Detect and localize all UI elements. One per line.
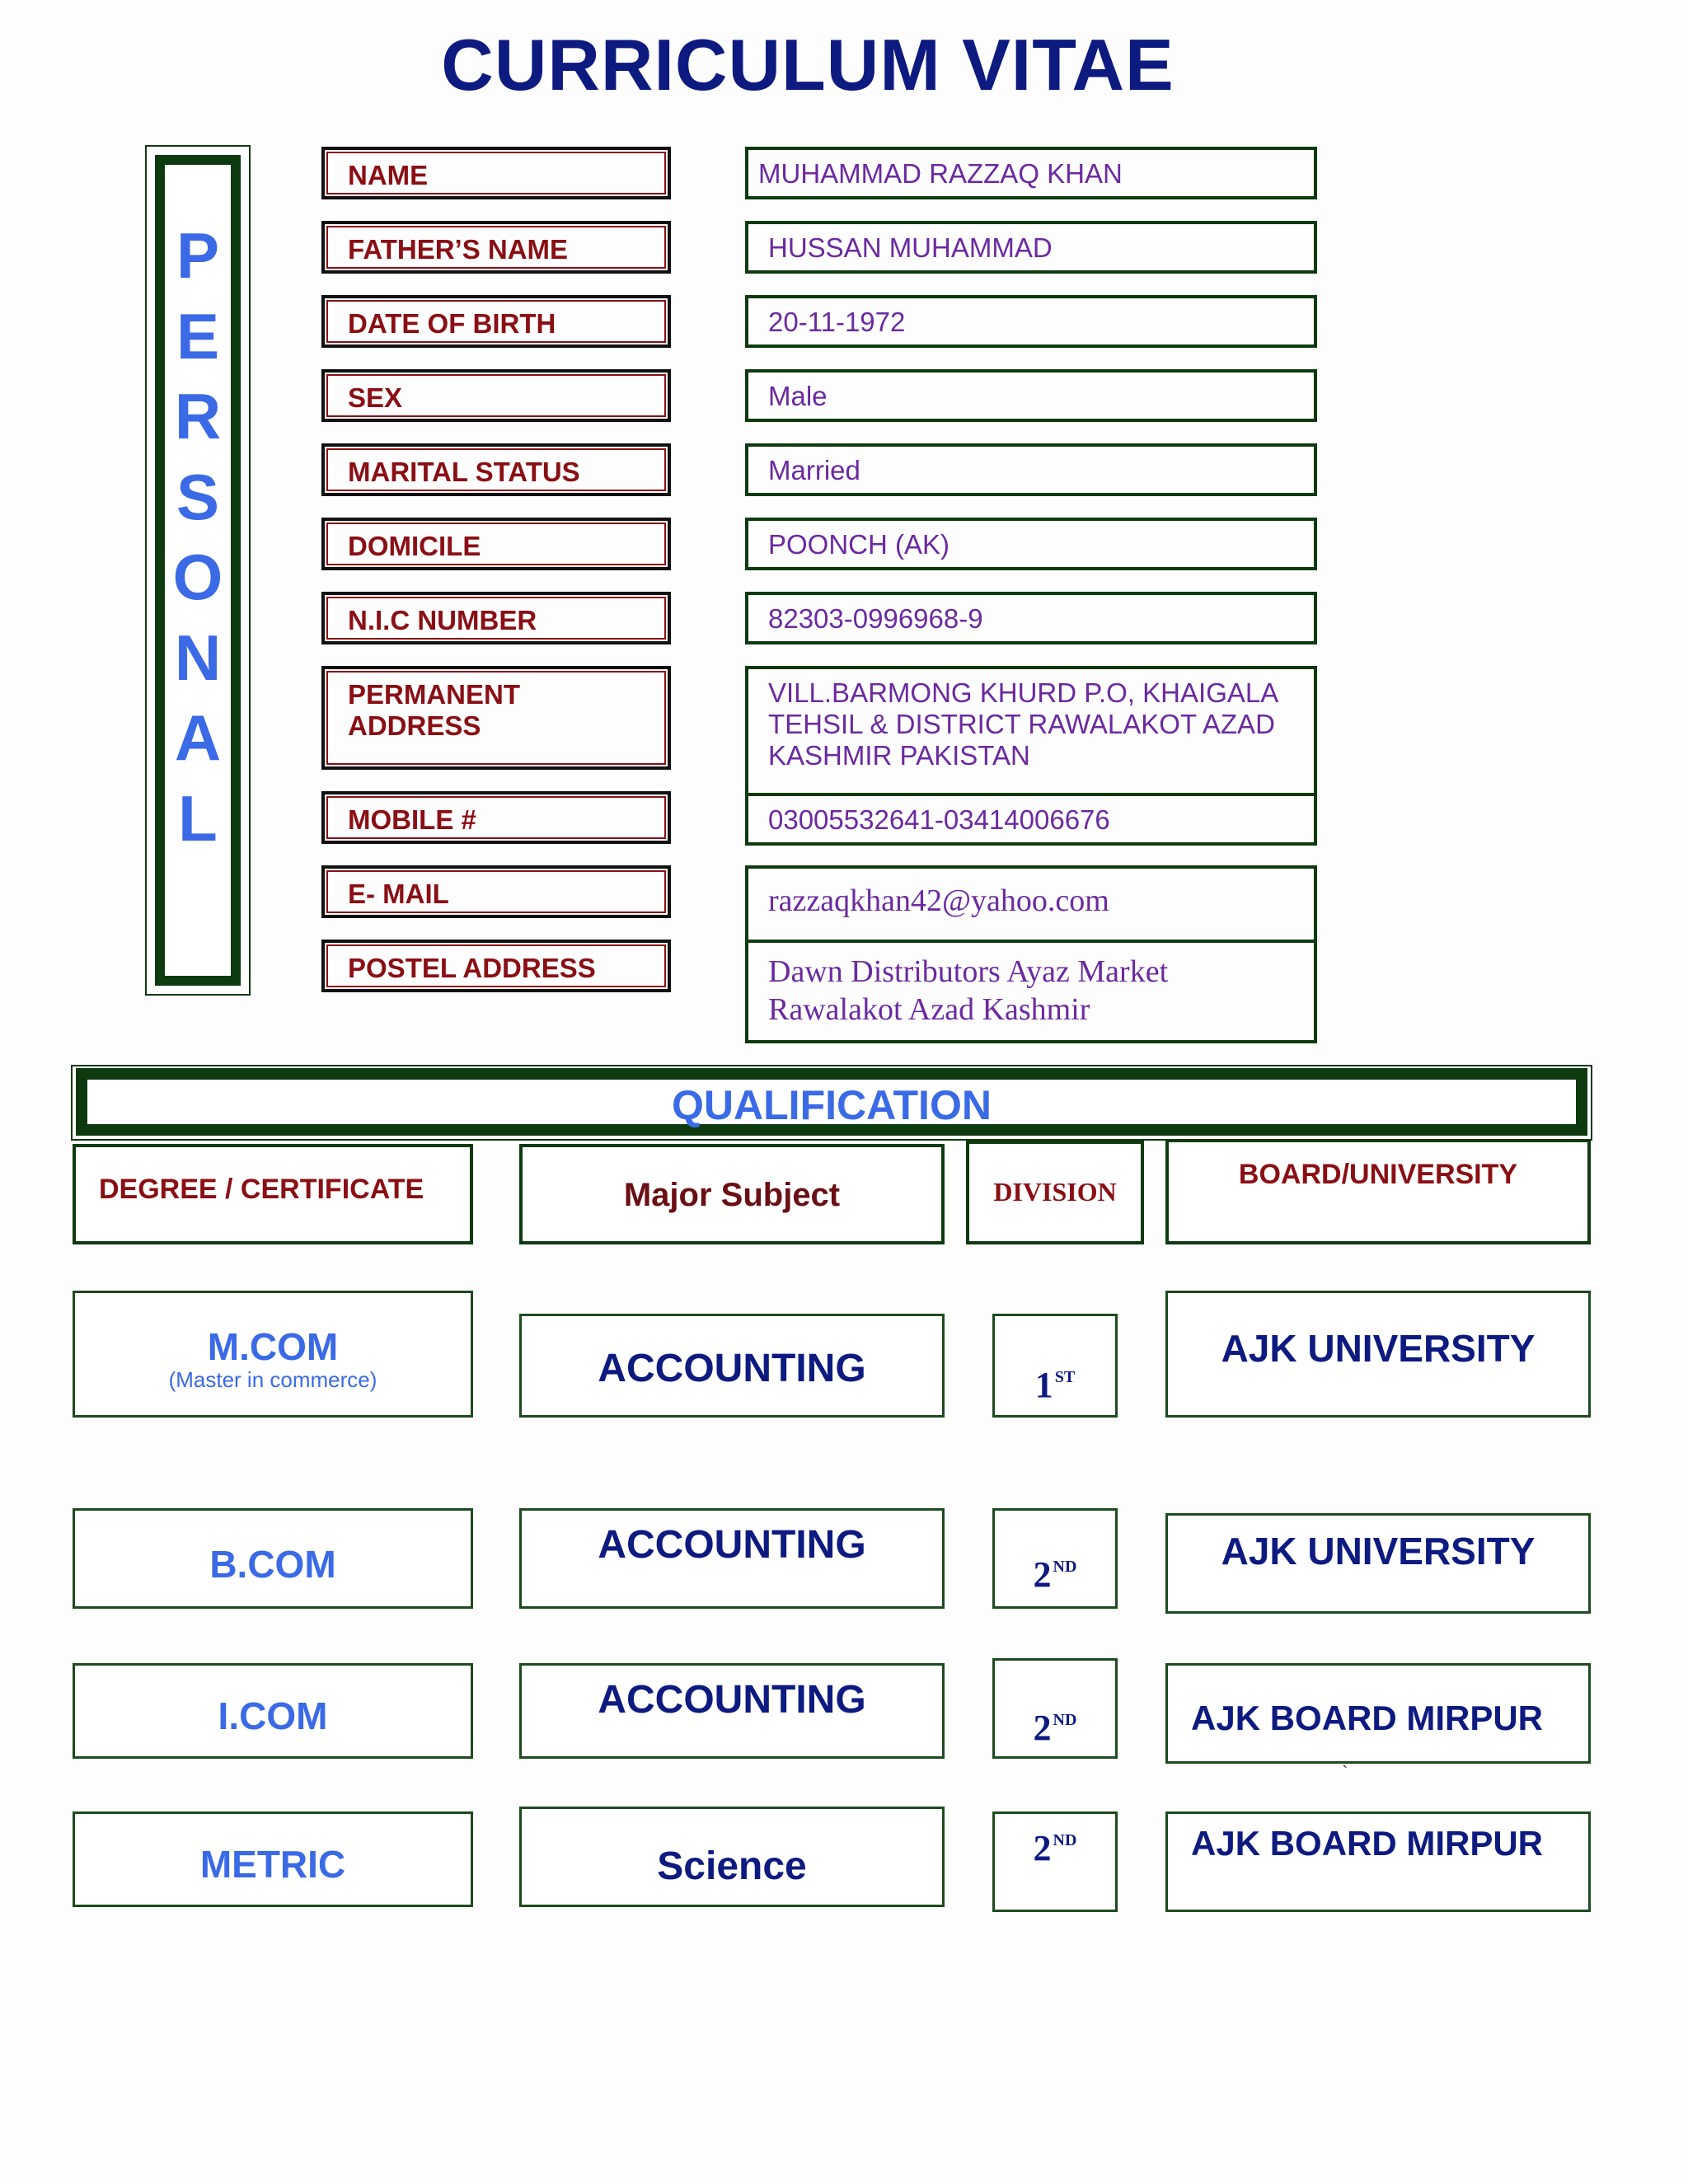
table-row-division — [992, 1508, 1118, 1609]
division-number: 2 — [1033, 1554, 1052, 1595]
marital-status-label: MARITAL STATUS — [321, 443, 671, 496]
personal-letter: E — [176, 299, 220, 373]
table-row-division — [992, 1658, 1118, 1759]
permanent-address-label — [321, 666, 671, 770]
stray-mark: ` — [1342, 1762, 1348, 1783]
address-line1: VILL.BARMONG KHURD P.O, KHAIGALA — [768, 677, 1279, 708]
postal-address-line2: Rawalakot Azad Kashmir — [768, 992, 1090, 1027]
division-suffix: ND — [1053, 1558, 1077, 1576]
marital-status-value: Married — [745, 443, 1317, 496]
personal-letter: L — [178, 781, 218, 855]
permanent-address-label-line1: PERMANENT — [348, 679, 521, 710]
mobile-label: MOBILE # — [321, 791, 671, 844]
dob-label: DATE OF BIRTH — [321, 295, 671, 348]
permanent-address-label-line2: ADDRESS — [348, 710, 481, 741]
table-row-degree: I.COM — [73, 1663, 473, 1759]
division-suffix: ND — [1053, 1831, 1077, 1849]
mobile-value: 03005532641-03414006676 — [745, 793, 1317, 846]
table-row-board: AJK UNIVERSITY — [1165, 1513, 1591, 1614]
personal-banner-text — [155, 216, 241, 859]
table-row-subject: ACCOUNTING — [519, 1314, 945, 1418]
table-row-subject: Science — [519, 1807, 945, 1907]
board-header: BOARD/UNIVERSITY — [1165, 1139, 1591, 1244]
table-row-degree: B.COM — [73, 1508, 473, 1609]
division-number: 2 — [1033, 1828, 1052, 1868]
personal-letter: N — [174, 621, 222, 694]
division-header: DIVISION — [966, 1141, 1144, 1244]
email-value: razzaqkhan42@yahoo.com — [745, 865, 1317, 943]
table-row-degree — [73, 1291, 473, 1418]
email-label: E- MAIL — [321, 865, 671, 918]
dob-value: 20-11-1972 — [745, 295, 1317, 348]
domicile-label: DOMICILE — [321, 518, 671, 570]
degree-header: DEGREE / CERTIFICATE — [73, 1144, 473, 1244]
personal-letter: S — [176, 460, 220, 533]
postal-address-value — [745, 940, 1317, 1043]
division-suffix: ST — [1054, 1368, 1076, 1386]
father-name-value: HUSSAN MUHAMMAD — [745, 221, 1317, 274]
table-row-board: AJK BOARD MIRPUR — [1165, 1811, 1591, 1912]
table-row-subject: ACCOUNTING — [519, 1663, 945, 1759]
nic-number-label: N.I.C NUMBER — [321, 592, 671, 644]
table-row-division — [992, 1811, 1118, 1912]
division-number: 2 — [1033, 1708, 1052, 1748]
personal-letter: R — [174, 380, 222, 452]
personal-letter: O — [172, 541, 223, 613]
degree-name: M.COM — [207, 1325, 339, 1368]
page-title: CURRICULUM VITAE — [441, 24, 1175, 105]
division-number: 1 — [1034, 1365, 1053, 1405]
address-line2: TEHSIL & DISTRICT RAWALAKOT AZAD — [768, 709, 1275, 739]
table-row-division — [992, 1314, 1118, 1418]
degree-note: (Master in commerce) — [168, 1367, 377, 1392]
father-name-label: FATHER’S NAME — [321, 221, 671, 274]
table-row-subject: ACCOUNTING — [519, 1508, 945, 1609]
nic-number-value: 82303-0996968-9 — [745, 592, 1317, 644]
table-row-board: AJK UNIVERSITY — [1165, 1291, 1591, 1418]
name-value: MUHAMMAD RAZZAQ KHAN — [745, 147, 1317, 199]
personal-letter: P — [176, 219, 220, 292]
division-suffix: ND — [1053, 1711, 1077, 1729]
table-row-board: AJK BOARD MIRPUR — [1165, 1663, 1591, 1764]
postal-address-line1: Dawn Distributors Ayaz Market — [768, 954, 1169, 989]
personal-letter: A — [174, 701, 222, 774]
qualification-title: QUALIFICATION — [672, 1082, 992, 1128]
permanent-address-value — [745, 666, 1317, 796]
table-row-degree: METRIC — [73, 1811, 473, 1907]
address-line3: KASHMIR PAKISTAN — [768, 740, 1030, 771]
sex-label: SEX — [321, 369, 671, 422]
name-label: NAME — [321, 147, 671, 199]
subject-header: Major Subject — [519, 1144, 945, 1244]
postal-address-label: POSTEL ADDRESS — [321, 940, 671, 992]
sex-value: Male — [745, 369, 1317, 422]
domicile-value: POONCH (AK) — [745, 518, 1317, 570]
